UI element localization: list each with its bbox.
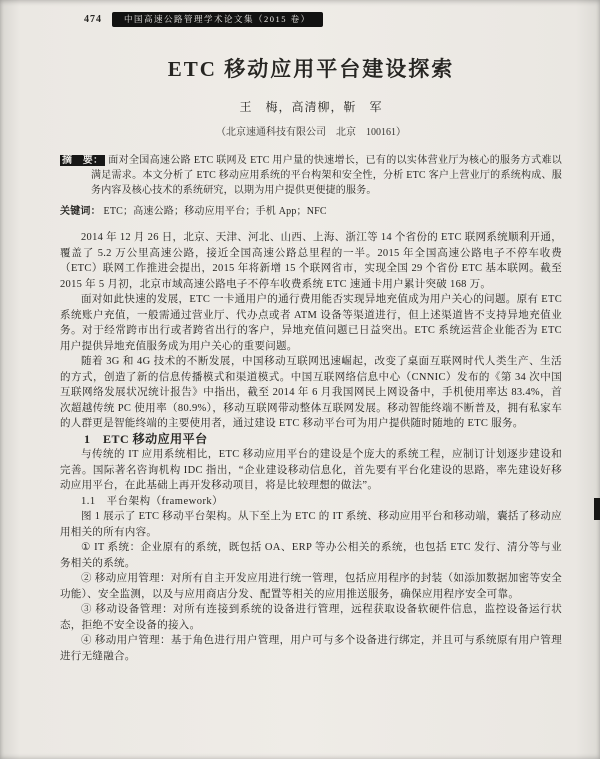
scan-artifact-right-edge: [594, 498, 600, 520]
article-body: [60, 230, 562, 664]
proceedings-title: 中国高速公路管理学术论文集（2015 卷）: [124, 14, 311, 24]
subsection-1-1-item-4: ④ 移动用户管理：基于角色进行用户管理，用户可与多个设备进行绑定，并且可与系统原有用户管理进行无缝融合。: [60, 635, 562, 662]
keywords-label: 关键词：: [60, 206, 101, 217]
proceedings-title-bar: [112, 12, 323, 27]
subsection-1-1-item-2: ② 移动应用管理：对所有自主开发应用进行统一管理，包括应用程序的封装（如添加数据加密等安全功能）、安全监测，以及与应用商店分发、配置等相关的应用推送服务，确保应用程序安全可靠。: [60, 573, 562, 600]
subsection-1-1-heading: 1.1 平台架构（framework）: [81, 495, 224, 507]
subsection-1-1-item-1: ① IT 系统：企业原有的系统，既包括 OA、ERP 等办公相关的系统，也包括 ETC 发行、清分等与业务相关的系统。: [60, 542, 562, 569]
abstract-label: 摘 要：: [62, 155, 104, 166]
keywords-text: ETC；高速公路；移动应用平台；手机 App；NFC: [103, 206, 327, 217]
keywords-line: [60, 204, 562, 219]
affiliation-line: （北京速通科技有限公司 北京 100161）: [216, 127, 406, 138]
page-number: 474: [84, 14, 102, 25]
article-title: ETC 移动应用平台建设探索: [167, 57, 455, 81]
abstract-paragraph: [60, 153, 562, 198]
subsection-1-1-paragraph: 图 1 展示了 ETC 移动平台架构。从下至上为 ETC 的 IT 系统、移动应用平台和移动端，囊括了移动应用相关的所有内容。: [60, 511, 562, 538]
body-paragraph: 面对如此快速的发展，ETC 一卡通用户的通行费用能否实现异地充值成为用户关心的问题。原有 ETC 系统账户充值，一般需通过营业厅、代办点或者 ATM 设备等渠道进行，但上述渠道皆不支持异地充值业务。对于经常跨市出行或者跨省出行的客户，异地充值问题已日益突出。ETC 系统运营企业能否为 ETC 用户提供异地充值服务成为用户关心的重要问题。: [60, 294, 562, 352]
section-1-heading: 1 ETC 移动应用平台: [84, 431, 208, 446]
subsection-1-1-item-3: ③ 移动设备管理：对所有连接到系统的设备进行管理，远程获取设备软硬件信息，监控设备运行状态，拒绝不安全设备的接入。: [60, 604, 562, 631]
body-paragraph: 2014 年 12 月 26 日，北京、天津、河北、山西、上海、浙江等 14 个省份的 ETC 联网系统顺利开通，覆盖了 5.2 万公里高速公路，接近全国高速公路总里程的一半。2015 年全国高速公路电子不停车收费（ETC）联网工作推进会提出，2015 年将新增 15 个联网省市，实现全国 29 个省份 ETC 基本联网。截至 2015 年 5 月初，北京市域高速公路电子不停车收费系统 ETC 速通卡用户累计突破 168 万。: [60, 232, 562, 290]
authors-line: 王 梅，高清柳，靳 军: [239, 100, 383, 114]
body-paragraph: 随着 3G 和 4G 技术的不断发展，中国移动互联网迅速崛起，改变了桌面互联网时代人类生产、生活的方式，创造了新的信息传播模式和渠道模式。中国互联网络信息中心（CNNIC）发布的《第 34 次中国互联网络发展状况统计报告》中指出，截至 2014 年 6 月我国网民上网设备中，手机使用率达 83.4%，首次超越传统 PC 使用率（80.9%），移动互联网带动整体互联网发展。移动智能终端不断普及，拥有私家车的人群更是智能终端的主要使用者，通过建设 ETC 移动平台可为用户提供随时随地的 ETC 服务。: [60, 356, 562, 429]
abstract-text: 面对全国高速公路 ETC 联网及 ETC 用户量的快速增长，已有的以实体营业厅为核心的服务方式难以满足需求。本文分析了 ETC 移动应用系统的平台构架和安全性，分析 ETC 客户上营业厅的系统构成、服务内容及核心技术的系统研究，以期为用户提供更便捷的服务。: [91, 155, 562, 196]
page-header: [84, 12, 562, 27]
section-1-paragraph: 与传统的 IT 应用系统相比，ETC 移动应用平台的建设是个庞大的系统工程，应制订计划逐步建设和完善。国际著名咨询机构 IDC 指出，“企业建设移动信息化，首先要有平台化建设的思路，率先建设好移动应用平台，在此基础上再开发移动项目，将是比较理想的做法”。: [60, 449, 562, 491]
